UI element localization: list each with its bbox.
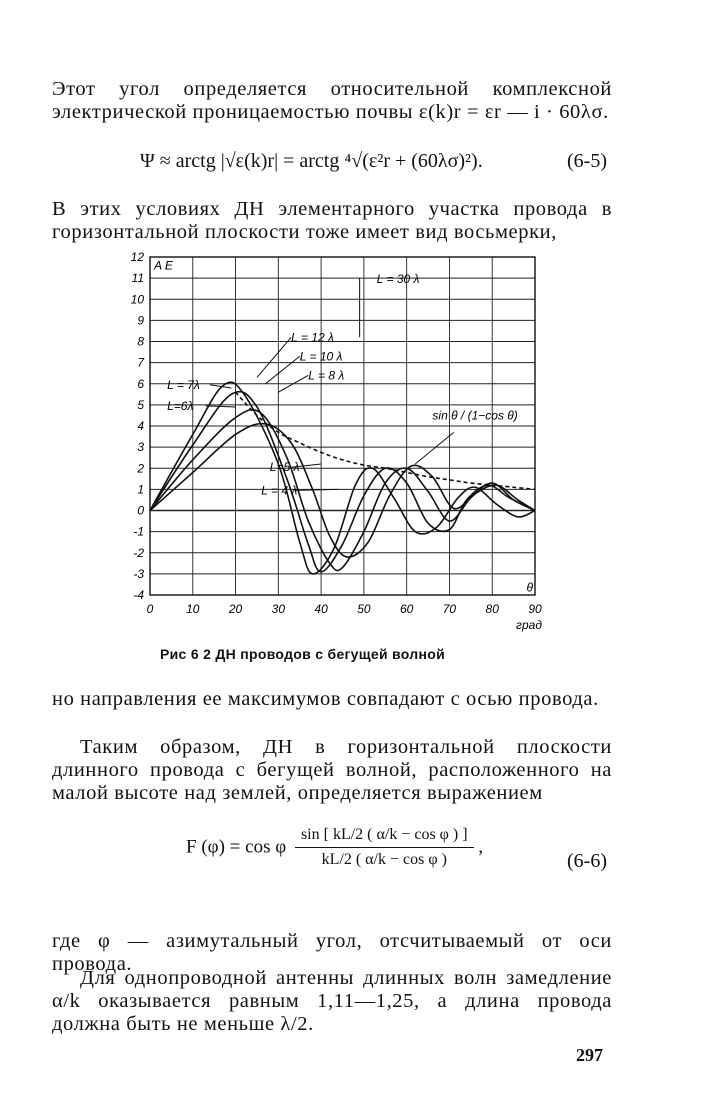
x-tick-label: 60 bbox=[399, 602, 414, 616]
x-tick-label: 70 bbox=[442, 602, 457, 616]
y-tick-label: 0 bbox=[137, 503, 144, 518]
paragraph-4: Таким образом, ДН в горизонтальной плоскости длинного провода с бегущей волной, расположенного на малой высоте над землей, определяется выражением bbox=[52, 736, 612, 804]
curve-label: L = 12 λ bbox=[291, 330, 334, 345]
y-tick-label: 6 bbox=[137, 376, 144, 391]
x-unit-label: град bbox=[516, 618, 542, 632]
y-tick-label: -4 bbox=[133, 588, 144, 602]
x-tick-label: 10 bbox=[186, 602, 200, 616]
figure-6-2-chart bbox=[120, 245, 550, 640]
y-tick-label: 9 bbox=[137, 313, 144, 328]
x-tick-label: 40 bbox=[314, 602, 328, 616]
curve-leader-line bbox=[266, 356, 300, 383]
formula-6-6: F (φ) = cos φ $\frac{\text{sin [ kL/2 ( α/k − cos φ ) ]}}{\text{kL/2 ( α/k − cos φ )}}$ , bbox=[186, 826, 484, 868]
y-tick-label: -1 bbox=[133, 524, 144, 539]
y-tick-label: 2 bbox=[137, 461, 144, 476]
curve-label: L = 4 λ bbox=[261, 483, 298, 498]
y-tick-label: 4 bbox=[137, 419, 144, 433]
curve-label: L = 7λ bbox=[167, 377, 200, 392]
y-axis-label: A E bbox=[154, 258, 173, 273]
x-tick-label: 80 bbox=[485, 602, 499, 616]
y-tick-label: -3 bbox=[133, 566, 144, 581]
x-tick-label: 20 bbox=[228, 602, 243, 616]
figure-caption: Рис 6 2 ДН проводов с бегущей волной bbox=[160, 646, 445, 662]
curve-label: L=5 λ bbox=[269, 460, 300, 475]
curve-label: L = 30 λ bbox=[376, 272, 420, 287]
formula-6-6-numerator: sin [ kL/2 ( α/k − cos φ ) ] bbox=[295, 826, 474, 848]
curve-label: L=6λ bbox=[167, 398, 194, 413]
formula-6-6-denominator: kL/2 ( α/k − cos φ ) bbox=[321, 851, 447, 868]
y-tick-label: 8 bbox=[137, 334, 144, 349]
formula-6-6-lhs: F (φ) = cos φ bbox=[186, 836, 287, 858]
x-tick-label: 90 bbox=[528, 602, 542, 616]
x-tick-label: 50 bbox=[357, 602, 371, 616]
paragraph-1: Этот угол определяется относительной комплексной электрической проницаемостью почвы ε(k)r = εr — i · 60λσ. bbox=[52, 78, 612, 123]
curve-label: L = 10 λ bbox=[299, 349, 343, 364]
curve-label: sin θ / (1−cos θ) bbox=[432, 408, 518, 423]
paragraph-2: В этих условиях ДН элементарного участка провода в горизонтальной плоскости тоже имеет вид восьмерки, bbox=[52, 198, 612, 243]
curve-leader-line bbox=[257, 337, 291, 377]
y-tick-label: 11 bbox=[131, 271, 144, 286]
curve-leader-line bbox=[206, 406, 236, 407]
y-tick-label: 10 bbox=[130, 292, 144, 307]
x-tick-label: 0 bbox=[146, 602, 154, 616]
x-end-label: θ bbox=[526, 580, 533, 595]
paragraph-5: где φ — азимутальный угол, отсчитываемый от оси провода. bbox=[52, 930, 612, 975]
curve-label: L = 8 λ bbox=[308, 368, 345, 383]
y-tick-label: 5 bbox=[137, 397, 144, 412]
formula-6-5: Ψ ≈ arctg |√ε(k)r| = arctg ⁴√(ε²r + (60λσ)²). bbox=[140, 150, 483, 172]
y-tick-label: 3 bbox=[137, 440, 144, 455]
paragraph-3: но направления ее максимумов совпадают с осью провода. bbox=[52, 688, 599, 710]
x-tick-label: 30 bbox=[271, 602, 286, 616]
y-tick-label: -2 bbox=[133, 545, 144, 560]
page-number: 297 bbox=[576, 1045, 603, 1065]
curve-leader-line bbox=[415, 432, 454, 464]
paragraph-6: Для однопроводной антенны длинных волн замедление α/k оказывается равным 1,11—1,25, а длина провода должна быть не меньше λ/2. bbox=[52, 967, 612, 1035]
y-tick-label: 12 bbox=[130, 250, 144, 264]
y-tick-label: 7 bbox=[137, 355, 144, 370]
series-line-8 bbox=[236, 392, 535, 489]
equation-number-6-6: (6-6) bbox=[567, 850, 607, 872]
y-tick-label: 1 bbox=[137, 482, 144, 497]
equation-number-6-5: (6-5) bbox=[567, 150, 607, 172]
